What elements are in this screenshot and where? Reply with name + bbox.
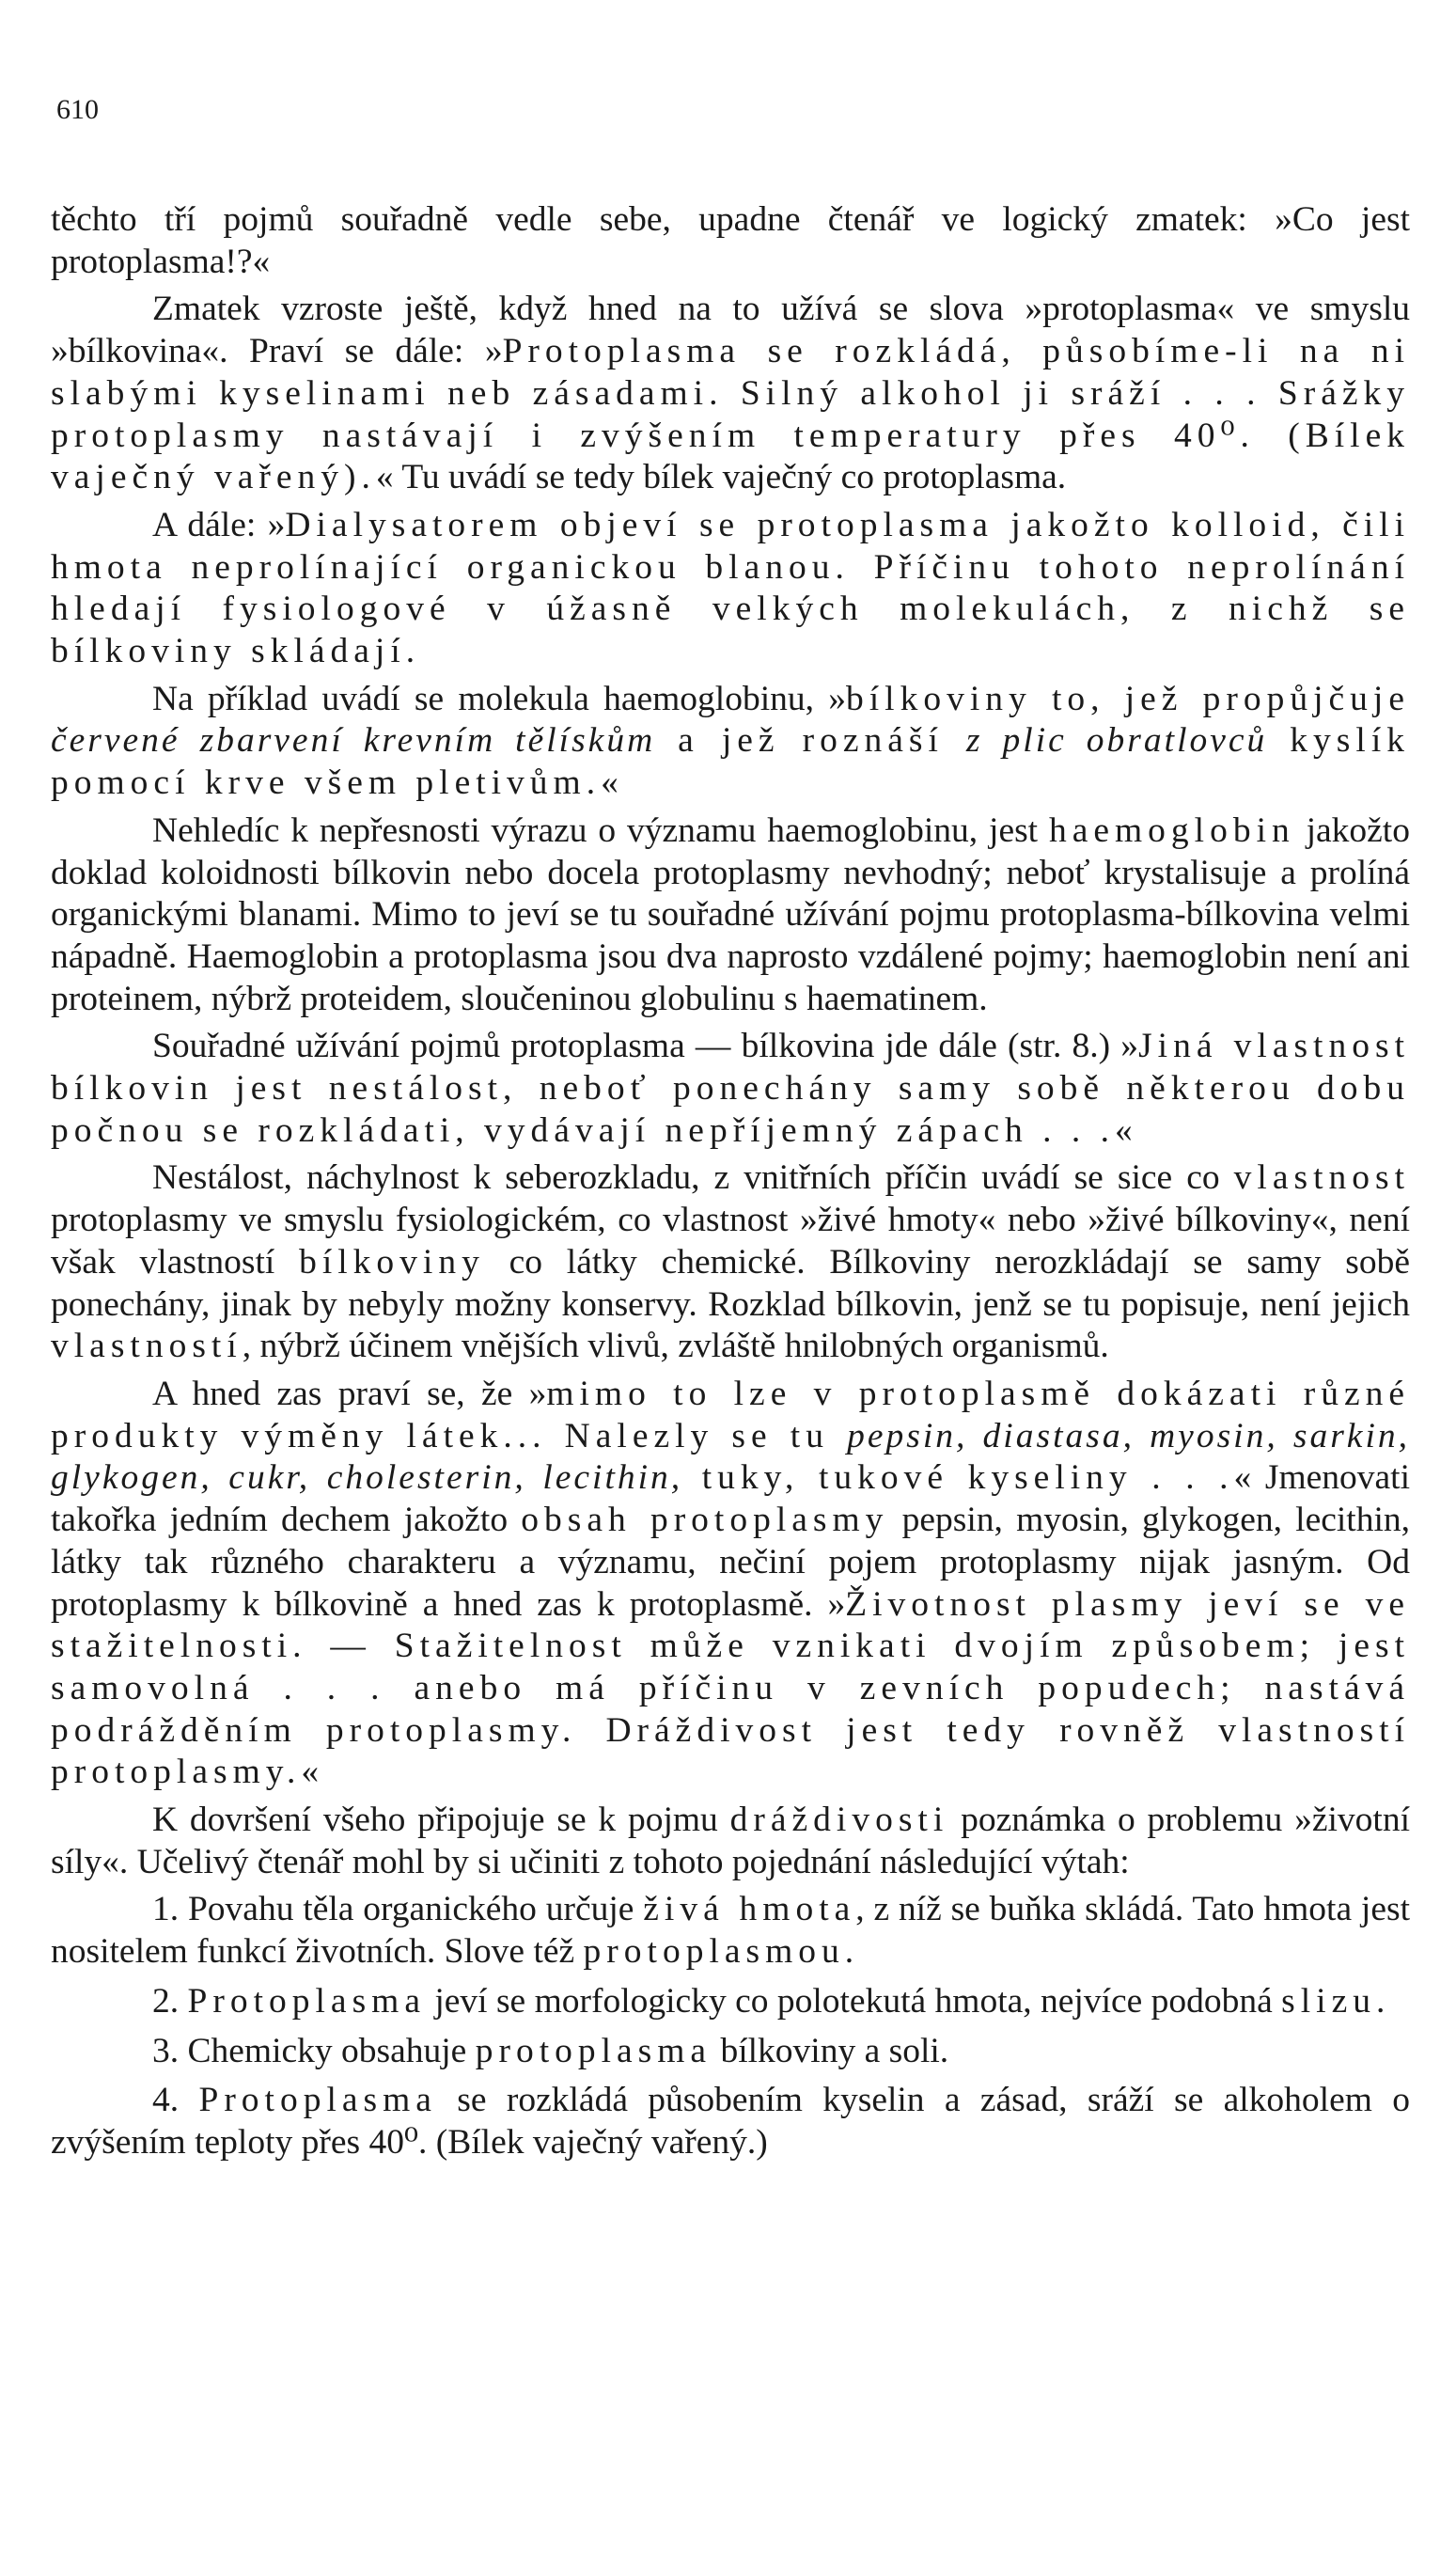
spaced-text: protoplasmou <box>583 1932 845 1972</box>
para-nehledic <box>51 810 1410 1021</box>
text-run: Nehledíc k nepřesnosti výrazu o významu haemoglobinu, jest <box>152 810 1049 850</box>
para-souradne <box>51 1026 1410 1152</box>
text-run: protoplasmy ve smyslu fysiologickém, co vlastnost »živé hmoty« nebo »živé bílkoviny«, není však vlastností <box>51 1201 1410 1282</box>
text-run: 1. Povahu těla organického určuje <box>152 1890 644 1929</box>
spaced-text: slizu <box>1281 1981 1376 2021</box>
spaced-text: živá hmota <box>643 1890 856 1929</box>
spaced-text: vlastností <box>51 1327 243 1366</box>
spaced-text: vlastnost <box>1233 1158 1410 1198</box>
spaced-text: bílkoviny to, jež propůjčuje <box>845 679 1410 718</box>
text-run: Souřadné užívání pojmů protoplasma — bílkovina jde dále (str. 8.) » <box>152 1027 1139 1066</box>
spaced-text: kyslík pomocí krve všem pletivům. <box>51 721 1410 803</box>
para-dialysator <box>51 505 1410 673</box>
body-text <box>51 199 1410 2164</box>
list-item-2 <box>51 1981 1410 2023</box>
text-run: bílkoviny a soli. <box>712 2031 949 2070</box>
para-continuation <box>51 199 1410 283</box>
text-run: « Tu uvádí se tedy bílek vaječný co protoplasma. <box>375 458 1067 497</box>
spaced-text: protoplasma <box>475 2031 712 2070</box>
spaced-text: a jež roznáší <box>655 721 966 761</box>
text-run: , z níž se buňka skládá. Tato hmota jest nositelem funkcí životních. Slove též <box>51 1890 1410 1972</box>
list-item-4 <box>51 2080 1410 2163</box>
text-run: . <box>844 1932 854 1972</box>
text-run: pepsin, myosin, glykogen, lecithin, látky tak různého charakteru a významu, nečiní pojem protoplasmy nijak jasným. Od protoplasmy k bílkovině a hned zas k protoplasmě. » <box>51 1501 1410 1624</box>
text-run: co látky chemické. Bílkoviny nerozkládají se samy sobě ponechány, jinak by nebyly možny konservy. Rozklad bílkovin, jenž se tu popisuje, není jejich <box>51 1242 1411 1324</box>
text-run: jeví se morfologicky co polotekutá hmota, nejvíce podobná <box>425 1981 1282 2021</box>
text-run: těchto tří pojmů souřadně vedle sebe, upadne čtenář ve logický zmatek: »Co jest protoplasma!?« <box>51 200 1410 281</box>
text-run: A hned zas praví se, že » <box>152 1374 547 1413</box>
text-run: A dále: » <box>152 505 286 544</box>
text-run: se rozkládá působením kyselin a zásad, sráží se alkoholem o zvýšením teploty přes 40⁰. (Bílek vaječný vařený.) <box>51 2081 1410 2162</box>
spaced-text: Jiná vlastnost bílkovin jest nestálost, neboť ponechány samy sobě některou dobu počnou se rozkládati, vydávají nepříjemný zápach . . . <box>51 1027 1410 1150</box>
text-run: 2. <box>152 1981 188 2021</box>
text-run: « <box>601 763 618 803</box>
para-nestalost <box>51 1157 1410 1368</box>
book-page <box>51 94 1410 2172</box>
text-run: « Jmenovati takořka jedním dechem jakožto <box>51 1458 1411 1540</box>
text-run: « <box>301 1753 320 1792</box>
text-run: Zmatek vzroste ještě, když hned na to užívá se slova »protoplasma« ve smyslu »bílkovina«. Praví se dále: » <box>51 290 1410 371</box>
text-run: jakožto doklad koloidnosti bílkovin nebo docela protoplasmy nevhodný; neboť krystalisuje a prolíná organickými blanami. Mimo to jeví se tu souřadné užívání pojmu protoplasma-bílkovina velmi nápadně. Haemoglobin a protoplasma jsou dva naprosto vzdálené pojmy; haemoglobin není ani proteinem, nýbrž proteidem, sloučeninou globulinu s haematinem. <box>51 810 1410 1018</box>
text-run: « <box>1115 1110 1133 1150</box>
spaced-text: tuky, tukové kyseliny . . . <box>682 1458 1234 1498</box>
italic-text: pepsin, diastasa, myosin, sarkin, glykogen, cukr, cholesterin, lecithin, <box>51 1416 1410 1498</box>
text-run: K dovršení všeho připojuje se k pojmu <box>152 1801 730 1840</box>
italic-text: z plic obratlovců <box>965 721 1268 761</box>
spaced-text: dráždivosti <box>729 1801 949 1840</box>
para-haemoglobin-example <box>51 679 1410 805</box>
para-k-dovrseni <box>51 1800 1410 1883</box>
text-run: Nestálost, náchylnost k seberozkladu, z vnitřních příčin uvádí se sice co <box>152 1158 1234 1198</box>
para-a-hned <box>51 1374 1410 1794</box>
list-item-3 <box>51 2031 1410 2073</box>
spaced-text: mimo to lze v protoplasmě dokázati různé produkty výměny látek... Nalezly se tu <box>51 1374 1410 1455</box>
text-run: . <box>1376 1981 1386 2021</box>
text-run: poznámka o problemu »životní síly«. Učelivý čtenář mohl by si učiniti z tohoto pojednání následující výtah: <box>51 1801 1410 1881</box>
spaced-text: obsah protoplasmy <box>521 1501 889 1540</box>
text-run: , nýbrž účinem vnějších vlivů, zvláště hnilobných organismů. <box>242 1327 1109 1366</box>
text-run: 4. <box>152 2081 199 2120</box>
list-item-1 <box>51 1889 1410 1973</box>
page-number: 610 <box>56 94 99 125</box>
text-run: 3. Chemicky obsahuje <box>152 2031 476 2070</box>
spaced-text: Protoplasma se rozkládá, působíme-li na ni slabými kyselinami neb zásadami. Silný alkohol ji sráží . . . Srážky protoplasmy nastávají i zvýšením temperatury přes 40⁰. (Bílek vaječný vařený). <box>51 332 1411 497</box>
spaced-text: Dialysatorem objeví se protoplasma jakožto kolloid, čili hmota neprolínající organickou blanou. Příčinu tohoto neprolínání hledají fysiologové v úžasně velkých molekulách, z nichž se bílkoviny skládají. <box>51 505 1411 671</box>
spaced-text: bílkoviny <box>299 1242 485 1282</box>
spaced-text: Životnost plasmy jeví se ve stažitelnosti. — Stažitelnost může vznikati dvojím způsobem; jest samovolná . . . anebo má příčinu v zevních popudech; nastává podrážděním protoplasmy. Dráždivost jest tedy rovněž vlastností protoplasmy. <box>51 1584 1410 1792</box>
spaced-text: haemoglobin <box>1048 810 1295 850</box>
text-run: Na příklad uvádí se molekula haemoglobinu, » <box>152 679 846 718</box>
spaced-text: Protoplasma <box>198 2081 437 2120</box>
italic-text: červené zbarvení krevním tělískům <box>51 721 656 761</box>
para-zmatek <box>51 289 1410 499</box>
spaced-text: Protoplasma <box>187 1981 426 2021</box>
